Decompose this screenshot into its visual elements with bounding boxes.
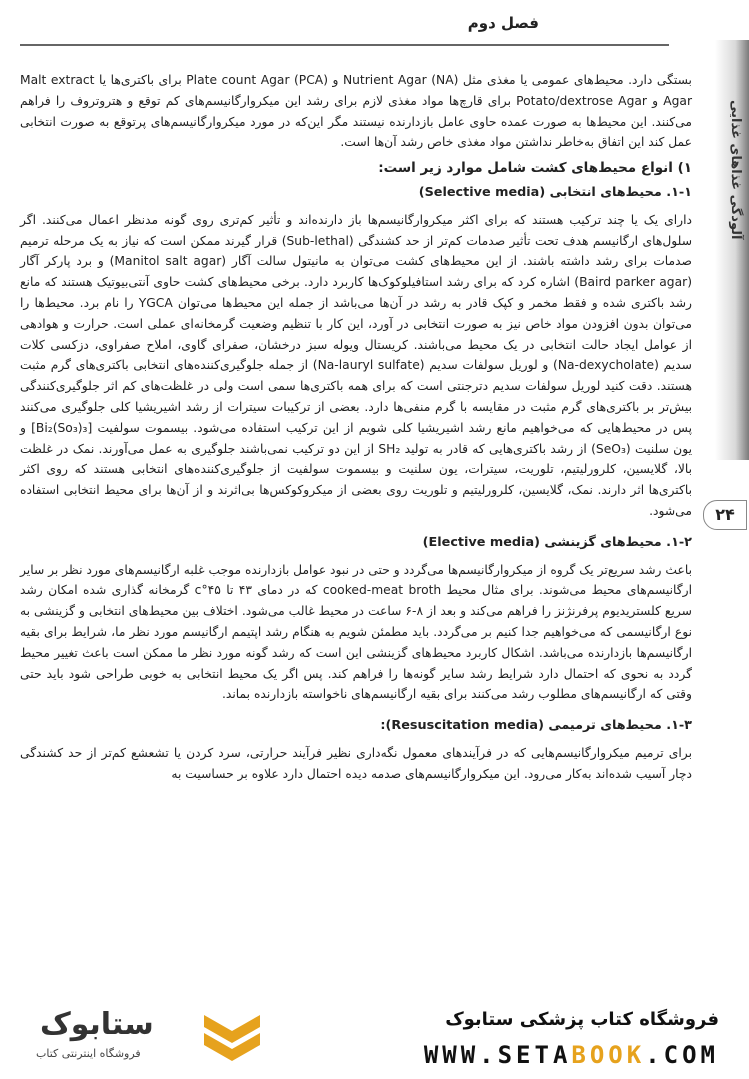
url-part-3: .COM xyxy=(645,1041,719,1069)
store-name: فروشگاه کتاب پزشکی ستابوک xyxy=(445,1009,719,1030)
footer-banner xyxy=(0,995,749,1079)
logo-subtitle: فروشگاه اینترنتی کتاب xyxy=(36,1047,141,1060)
chevron-logo-icon xyxy=(202,1007,262,1067)
subheading-selective-media: ۱-۱. محیط‌های انتخابی (Selective media) xyxy=(418,184,692,200)
subheading-resuscitation-media: ۱-۳. محیط‌های ترمیمی (Resuscitation media): xyxy=(380,718,692,734)
page-body xyxy=(20,70,692,785)
setabook-logo[interactable] xyxy=(22,1007,272,1069)
paragraph-selective-media: دارای یک یا چند ترکیب هستند که برای اکثر میکروارگانیسم‌ها باز دارنده‌اند و تأثیر کم‌تری روی گونه مدنظر اعمال می‌کنند. اگر سلول‌های ارگانیسم هدف تحت تأثیر صدمات کم‌تر از حد کشندگی (Sub-lethal) قرار گیرند ممکن است که نیاز به یک مرحله ترمیم صدمات برای رشد داشته باشند. از این محیط‌های کشت می‌توان به مانیتول سالت آگار (Manitol salt agar) و برد پارکر آگار (Baird parker agar) اشاره کرد که برای رشد استافیلوکوک‌ها کاربرد دارد. برخی محیط‌های کشت حاوی آنتی‌بیوتیک هستند که مانع رشد باکتری شده و فقط مخمر و کپک قادر به رشد در آن‌ها می‌باشد از جمله این محیط‌ها می‌توان YGCA را نام برد. محیط‌ها را می‌توان بدون افزودن مواد خاص نیز به صورت انتخابی در آورد، این کار با تنظیم وضعیت گرمخانه‌ای عملی است. حرارت و هوادهی از عوامل ایجاد حالت انتخابی در یک محیط می‌باشند. کریستال ویوله سبز درخشان، صفرای گاوی، املاح صفراوی، دزکسی کلات سدیم (Na-dexycholate) و لوریل سولفات سدیم (Na-lauryl sulfate) از جمله جلوگیری‌کننده‌های انتخابی باکتری‌های گرم مثبت هستند. دقت کنید لوریل سولفات سدیم دترجنتی است که برای همه باکتری‌ها سمی است ولی در غلظت‌های کم اثر جلوگیری‌کنندگی بیش‌تر بر باکتری‌های گرم مثبت در مقایسه با گرم منفی‌ها دارد. بعضی از ترکیبات سیترات از رشد اشیریشیا کلی جلوگیری می‌کنند پس در محیط‌هایی که می‌خواهیم مانع رشد اشیریشیا کلی شویم از این ترکیب استفاده می‌شود. بیسموت سولفیت [Bi₂(So₃)₃] و یون سلنیت (SeO₃) از رشد باکتری‌هایی که قادر به تولید SH₂ از این دو ترکیب نمی‌باشند جلوگیری به عمل می‌آورند. نمک در غلظت بالا، گلایسین، کلرورلیتیم، تلوریت، سیترات، یون سلنیت و بیسموت سولفیت از جلوگیری‌کننده‌های انتخابی هستند که روی اکثر باکتری‌ها اثر دارند. نمک، گلایسین، کلرورلیتیم و تلوریت روی بعضی از میکروکوکس‌ها بی‌اثرند و از آن‌ها برای محیط انتخابی استفاده می‌شود. xyxy=(20,212,693,518)
url-part-2: BOOK xyxy=(571,1041,646,1069)
header-divider xyxy=(20,44,669,46)
paragraph-resuscitation-media: برای ترمیم میکروارگانیسم‌هایی که در فرآیندهای معمول نگه‌داری نظیر فرآیند حرارتی، سرد کردن یا تشعشع کم‌تر از حد کشندگی دچار آسیب شده‌اند به‌کار می‌رود. این میکروارگانیسم‌های صدمه دیده احتمال دارد علاوه بر حساسیت به xyxy=(20,745,692,781)
logo-wordmark: ستابوک xyxy=(40,1007,154,1042)
section-heading-1: ۱) انواع محیط‌های کشت شامل موارد زیر است: xyxy=(378,160,692,177)
page-number: ۲۴ xyxy=(703,500,747,530)
paragraph-elective-media: باعث رشد سریع‌تر یک گروه از میکروارگانیسم‌ها می‌گردد و حتی در نبود عوامل بازدارنده موجب غلبه ارگانیسم‌های مورد نظر بر سایر ارگانیسم‌های محیط می‌شوند. برای مثال محیط cooked-meat broth که در دمای ۴۳ تا ۴۵°c گرمخانه گذاری شده امکان رشد سریع کلستریدیوم پرفرنژنز را فراهم می‌کند و بعد از ۸-۶ ساعت در محیط غالب می‌شود. اختلاف بین محیط‌های انتخابی و گزینشی به نوع ارگانیسمی که می‌خواهیم جدا کنیم بر می‌گردد. باید مطمئن شویم به هنگام رشد اپتیمم ارگانیسم مورد نظر ما، شرایط برای بقیه ارگانیسم‌ها بازدارنده می‌باشد. اشکال کاربرد محیط‌های گزینشی این است که رشد گونه مورد نظر ما ممکن است باعث تغییر محیط گردد به نحوی که احتمال دارد شرایط رشد سایر گونه‌ها را فراهم کند. پس اگر یک محیط انتخابی به خوبی طراحی شود باید حتی وقتی که ارگانیسم‌های مطلوب رشد می‌کنند برای بقیه ارگانیسم‌های ناخواسته بازدارنده بماند. xyxy=(19,562,693,702)
store-url-link[interactable] xyxy=(424,1041,719,1069)
side-tab xyxy=(715,40,749,460)
side-tab-label: آلودگی غذاهای غذایی xyxy=(728,100,743,240)
subheading-elective-media: ۱-۲. محیط‌های گزینشی (Elective media) xyxy=(422,534,692,550)
chapter-title: فصل دوم xyxy=(467,14,539,32)
intro-paragraph: بستگی دارد. محیط‌های عمومی یا مغذی مثل Nutrient Agar (NA) و Plate count Agar (PCA) برای باکتری‌ها یا Malt extract Agar و Potato/dextrose Agar برای قارچ‌ها مواد مغذی لازم برای رشد این میکروارگانیسم‌های کم توقع و هتروتروف را فراهم می‌کنند. این محیط‌ها به صورت عمده حاوی عامل بازدارنده نیستند مگر این‌که در مورد میکروارگانیسم‌های پرتوقع به صورت انتخابی عمل کند این اتفاق به‌خاطر نداشتن مواد مغذی خاص رشد آن‌ها است. xyxy=(20,73,692,150)
page-header xyxy=(0,0,749,52)
url-part-1: WWW.SETA xyxy=(423,1041,572,1069)
